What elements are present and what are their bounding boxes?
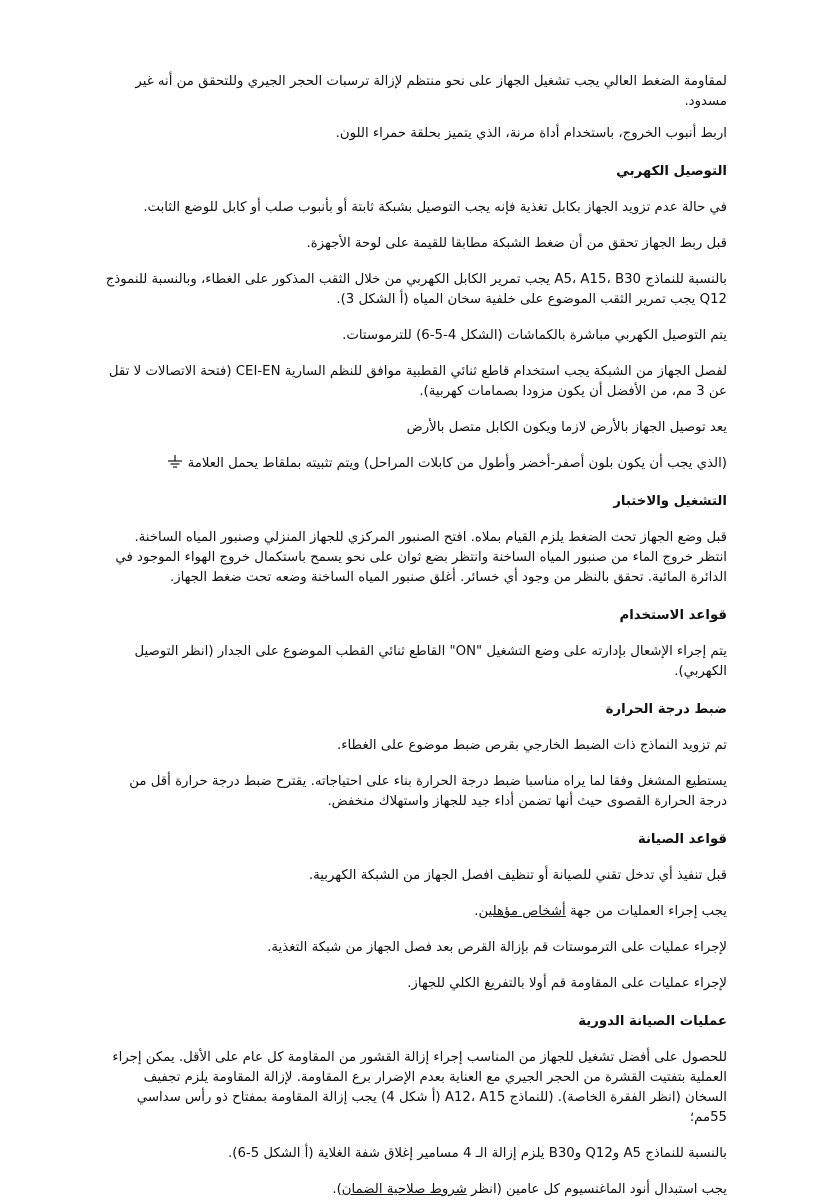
paragraph-thermostat-clamps: يتم التوصيل الكهربي مباشرة بالكماشات (الشكل 4-5-6) للترموستات. <box>342 328 727 343</box>
paragraph-anode <box>102 1180 727 1200</box>
paragraph-disconnect: قبل تنفيذ أي تدخل تقني للصيانة أو تنظيف افصل الجهاز من الشبكة الكهربية. <box>308 868 727 883</box>
paragraph-outlet-pipe: اربط أنبوب الخروج، باستخدام أداة مرنة، الذي يتميز بحلقة حمراء اللون. <box>335 126 727 141</box>
warranty-conditions-underlined: شروط صلاحية الضمان <box>341 1182 467 1197</box>
ground-symbol-icon <box>167 455 183 469</box>
paragraph-power-cable: في حالة عدم تزويد الجهاز بكابل تغذية فإنه يجب التوصيل بشبكة ثابتة أو بأنبوب صلب أو كابل للوضع الثابت. <box>143 200 727 215</box>
paragraph-check-voltage: قبل ربط الجهاز تحقق من أن ضغط الشبكة مطابقا للقيمة على لوحة الأجهزة. <box>306 236 727 251</box>
paragraph-descaling: للحصول على أفضل تشغيل للجهاز من المناسب إجراء إزالة القشور من المقاومة كل عام على الأقل. يمكن إجراء العملية بتفتيت القشرة من الحجر الجيري مع العناية بعدم الإضرار برع المقاومة. لإزالة المقاومة يلزم تجفيف السخان (انظر الفقرة الخاصة). (للنماذج A12، A15 (أ شكل 4) يجب إزالة المقاومة بمفتاح ذو رأس سداسي 55مم؛ <box>112 1050 727 1125</box>
anode-prefix: يجب استبدال أنود الماغنسيوم كل عامين (انظر <box>466 1182 727 1197</box>
paragraph-knob: تم تزويد النماذج ذات الضبط الخارجي بقرص ضبط موضوع على الغطاء. <box>337 738 727 753</box>
paragraph-thermostat-knob: لإجراء عمليات على الترموستات قم بإزالة القرص بعد فصل الجهاز من شبكة التغذية. <box>267 940 727 955</box>
heading-maintenance-rules: قواعد الصيانة <box>637 832 727 847</box>
anode-suffix: ). <box>332 1182 342 1197</box>
paragraph-temperature-advice: يستطيع المشغل وفقا لما يراه مناسبا ضبط درجة الحرارة بناء على احتياجاته. يقترح ضبط درجة حرارة أقل من درجة الحرارة القصوى حيث أنها تضمن أداء جيد للجهاز واستهلاك منخفض. <box>129 774 727 809</box>
paragraph-qualified-persons <box>102 902 727 922</box>
paragraph-models-cable: بالنسبة للنماذج A5، A15، B30 يجب تمرير الكابل الكهربي من خلال الثقب المذكور على الغطاء، وبالنسبة للنموذج Q12 يجب تمرير الثقب الموضوع على خلفية سخان المياه (أ الشكل 3). <box>105 272 727 307</box>
qualified-prefix: يجب إجراء العمليات من جهة <box>565 904 727 919</box>
paragraph-high-pressure: لمقاومة الضغط العالي يجب تشغيل الجهاز على نحو منتظم لإزالة ترسبات الحجر الجيري وللتحقق من أنه غير مسدود. <box>135 74 727 109</box>
paragraph-flange-screws: بالنسبة للنماذج A5 وQ12 وB30 يلزم إزالة الـ 4 مسامير إغلاق شفة الغلاية (أ الشكل 5-6). <box>228 1146 727 1161</box>
heading-operation-testing: التشغيل والاختبار <box>613 494 727 509</box>
paragraph-ignition: يتم إجراء الإشعال بإدارته على وضع التشغيل "ON" القاطع ثنائي القطب الموضوع على الجدار (انظر التوصيل الكهربي). <box>134 644 727 679</box>
qualified-persons-underlined: أشخاص مؤهلين <box>478 904 566 919</box>
document-page <box>102 72 727 1200</box>
paragraph-bipolar-switch: لفصل الجهاز من الشبكة يجب استخدام قاطع ثنائي القطبية موافق للنظم السارية CEI-EN (فتحة الاتصالات لا تقل عن 3 مم، من الأفضل أن يكون مزودا بصمامات كهربية). <box>108 364 727 399</box>
heading-periodic-maintenance: عمليات الصيانة الدورية <box>578 1014 727 1029</box>
paragraph-grounding: يعد توصيل الجهاز بالأرض لازما ويكون الكابل متصل بالأرض <box>406 420 727 435</box>
paragraph-ground-wire <box>102 454 727 474</box>
paragraph-drain: لإجراء عمليات على المقاومة قم أولا بالتفريغ الكلي للجهاز. <box>407 976 727 991</box>
heading-usage-rules: قواعد الاستخدام <box>619 608 727 623</box>
heading-electrical-connection: التوصيل الكهربي <box>616 164 727 179</box>
ground-wire-text: (الذي يجب أن يكون بلون أصفر-أخضر وأطول من كابلات المراحل) ويتم تثبيته بملقاط يحمل العلامة <box>187 456 727 471</box>
qualified-suffix: . <box>474 904 479 919</box>
paragraph-filling: قبل وضع الجهاز تحت الضغط يلزم القيام بملاه. افتح الصنبور المركزي للجهاز المنزلي وصنبور المياه الساخنة. انتظر خروج الماء من صنبور المياه الساخنة وانتظر بضع ثوان على نحو يسمح باستكمال خروج الهواء الموجود في الدائرة المائية. تحقق بالنظر من وجود أي خسائر. أغلق صنبور المياه الساخنة وضعه تحت ضغط الجهاز. <box>115 530 727 585</box>
heading-temperature-setting: ضبط درجة الحرارة <box>605 702 727 717</box>
